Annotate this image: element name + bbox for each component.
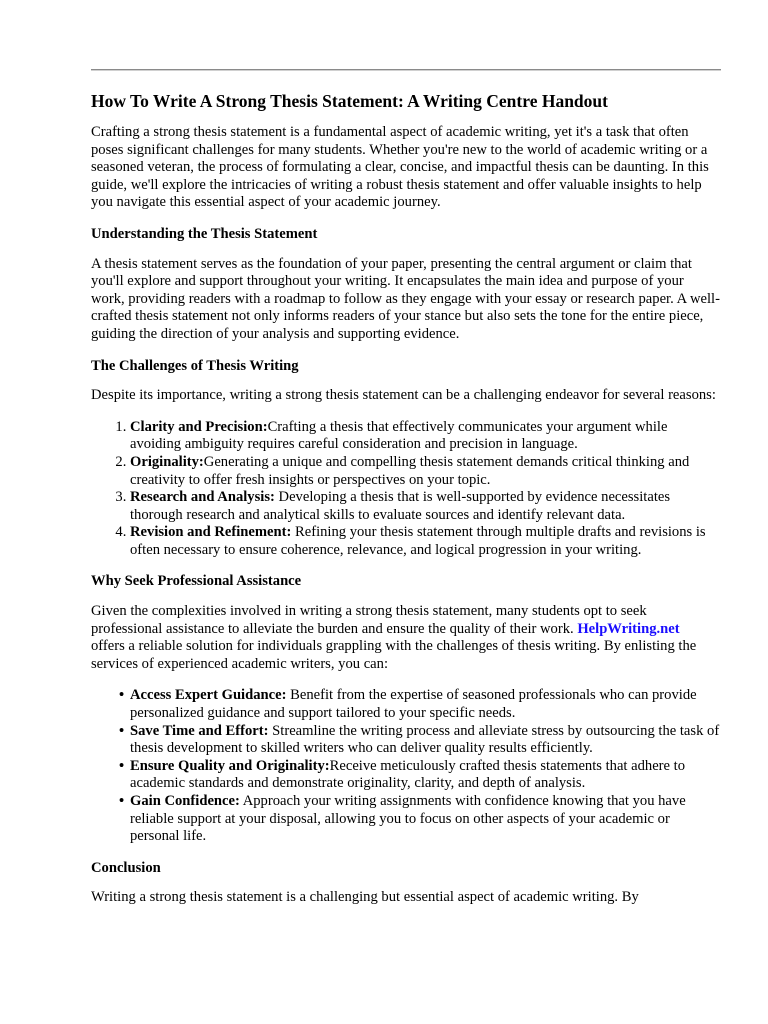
- document-content: [91, 90, 721, 921]
- heading-challenges: The Challenges of Thesis Writing: [91, 357, 299, 374]
- bullet-icon: •: [119, 687, 125, 704]
- list-item: [119, 722, 721, 758]
- heading-conclusion: Conclusion: [91, 859, 161, 876]
- list-item: [130, 489, 721, 524]
- list-item-text: Streamline the writing process and alleviate stress by outsourcing the task of thesis development to skilled writers who can deliver quality results efficiently.: [130, 722, 720, 757]
- list-item-text: Benefit from the expertise of seasoned professionals who can provide personalized guidance and support tailored to your specific needs.: [130, 687, 697, 722]
- bullet-icon: •: [119, 757, 125, 774]
- challenges-list: [91, 419, 721, 560]
- list-item-text: Developing a thesis that is well-supported by evidence necessitates thorough research and analytical skills to evaluate sources and identify relevant data.: [130, 489, 671, 523]
- list-item: [119, 757, 721, 793]
- bullet-icon: •: [119, 793, 125, 809]
- assistance-paragraph: [91, 603, 721, 673]
- benefits-list: [91, 687, 721, 845]
- list-item-term: Revision and Refinement:: [130, 524, 292, 541]
- understanding-paragraph: A thesis statement serves as the foundation of your paper, presenting the central argument or claim that you'll explore and support throughout your writing. It encapsulates the main idea and purpose of your work, providing readers with a roadmap to follow as they engage with your essay or research paper. A well-crafted thesis statement not only informs readers of your stance but also sets the tone for the entire piece, guiding the direction of your analysis and supporting evidence.: [91, 255, 720, 342]
- list-item: [130, 419, 721, 454]
- list-item: [130, 524, 721, 559]
- heading-assistance: Why Seek Professional Assistance: [91, 573, 302, 590]
- list-item-term: Gain Confidence:: [130, 793, 240, 809]
- list-item-term: Research and Analysis:: [130, 489, 275, 506]
- helpwriting-link[interactable]: HelpWriting.net: [577, 620, 680, 637]
- assistance-text-before: Given the complexities involved in writing a strong thesis statement, many students opt to seek professional assistance to alleviate the burden and ensure the quality of their work.: [91, 603, 647, 637]
- list-item-text: Approach your writing assignments with confidence knowing that you have reliable support at your disposal, allowing you to focus on other aspects of your academic or personal life.: [130, 793, 686, 845]
- list-item-term: Originality:: [130, 453, 204, 470]
- assistance-text-after: offers a reliable solution for individuals grappling with the challenges of thesis writing. By enlisting the services of experienced academic writers, you can:: [91, 638, 697, 672]
- list-item-text: Crafting a thesis that effectively communicates your argument while avoiding ambiguity requires careful consideration and precision in language.: [130, 418, 668, 453]
- intro-paragraph: Crafting a strong thesis statement is a fundamental aspect of academic writing, yet it's a task that often poses significant challenges for many students. Whether you're new to the world of academic writing or a seasoned veteran, the process of formulating a clear, concise, and impactful thesis can be daunting. In this guide, we'll explore the intricacies of writing a robust thesis statement and offer valuable insights to help you navigate this essential aspect of your academic journey.: [91, 124, 709, 211]
- list-item: [119, 793, 721, 846]
- top-divider: [91, 69, 721, 71]
- list-item-term: Access Expert Guidance:: [130, 687, 287, 704]
- list-item-text: Receive meticulously crafted thesis statements that adhere to academic standards and demonstrate originality, clarity, and depth of analysis.: [130, 757, 686, 792]
- list-item-term: Clarity and Precision:: [130, 418, 268, 435]
- list-item-text: Generating a unique and compelling thesis statement demands critical thinking and creativity to offer fresh insights or perspectives on your topic.: [130, 453, 690, 488]
- list-item-text: Refining your thesis statement through multiple drafts and revisions is often necessary to ensure coherence, relevance, and logical progression in your writing.: [130, 524, 706, 558]
- conclusion-paragraph: Writing a strong thesis statement is a challenging but essential aspect of academic writing. By: [91, 889, 639, 906]
- heading-understanding: Understanding the Thesis Statement: [91, 225, 318, 242]
- challenges-paragraph: Despite its importance, writing a strong thesis statement can be a challenging endeavor for several reasons:: [91, 387, 716, 404]
- bullet-icon: •: [119, 722, 125, 739]
- document-title: How To Write A Strong Thesis Statement: A Writing Centre Handout: [91, 91, 608, 111]
- list-item-term: Save Time and Effort:: [130, 722, 269, 739]
- list-item: [119, 687, 721, 722]
- list-item: [130, 454, 721, 489]
- list-item-term: Ensure Quality and Originality:: [130, 757, 330, 774]
